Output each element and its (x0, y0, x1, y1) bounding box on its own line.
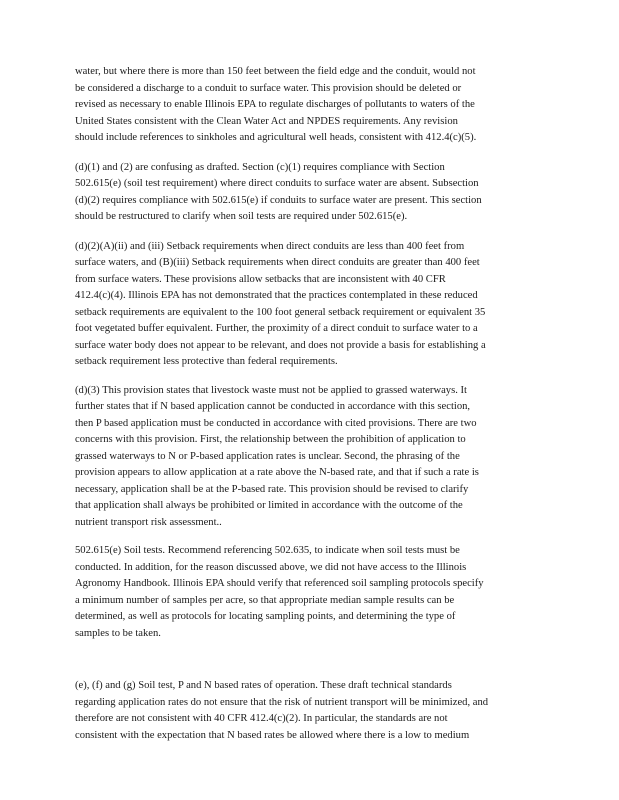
text-line: should include references to sinkholes and agricultural well heads, consistent with 412.4(c)(5). (75, 132, 477, 143)
text-line: (d)(2) requires compliance with 502.615(e) if conduits to surface water are present. This section (75, 194, 482, 206)
text-line: (d)(2)(A)(ii) and (iii) Setback requirements when direct conduits are less than 400 feet from (75, 240, 465, 252)
text-line: then P based application must be conducted in accordance with cited provisions. There are two (75, 417, 477, 429)
text-line: that application shall always be prohibited or limited in accordance with the outcome of the (75, 500, 463, 511)
paragraph-spacer (75, 226, 520, 239)
paragraph-spacer (75, 531, 520, 543)
text-line: a minimum number of samples per acre, so that appropriate median sample results can be (75, 594, 455, 606)
text-line: (e), (f) and (g) Soil test, P and N based rates of operation. These draft technical standards (75, 680, 452, 691)
text-line: surface water body does not appear to be relevant, and does not provide a basis for establishing a (75, 339, 486, 351)
text-line: United States consistent with the Clean Water Act and NPDES requirements. Any revision (75, 115, 458, 127)
text-line: consistent with the expectation that N based rates be allowed where there is a low to medium (75, 729, 470, 741)
text-line: regarding application rates do not ensure that the risk of nutrient transport will be minimized, and (75, 696, 489, 708)
text-line: Agronomy Handbook. Illinois EPA should verify that referenced soil sampling protocols specify (75, 578, 484, 589)
text-line: provision appears to allow application at a rate above the N-based rate, and that if such a rate is (75, 467, 479, 478)
paragraph-2 (75, 160, 520, 226)
paragraph-spacer (75, 642, 520, 678)
paragraph-1 (75, 64, 520, 147)
text-line: be considered a discharge to a conduit to surface water. This provision should be deleted or (75, 82, 462, 94)
paragraph-6 (75, 678, 520, 744)
text-line: necessary, application shall be at the P-based rate. This provision should be revised to clarify (75, 483, 469, 495)
text-line: setback requirements are equivalent to the 100 foot general setback requirement or equivalent 35 (75, 306, 486, 318)
text-line: revised as necessary to enable Illinois EPA to regulate discharges of pollutants to waters of the (75, 99, 475, 110)
document-page (75, 64, 520, 744)
paragraph-4 (75, 383, 520, 532)
text-line: setback requirement less protective than federal requirements. (75, 356, 338, 367)
text-line: should be restructured to clarify when soil tests are required under 502.615(e). (75, 211, 408, 222)
text-line: grassed waterways to N or P-based application rates is unclear. Second, the phrasing of the (75, 450, 460, 462)
text-line: water, but where there is more than 150 feet between the field edge and the conduit, would not (75, 66, 476, 77)
text-line: nutrient transport risk assessment.. (75, 516, 222, 528)
text-line: samples to be taken. (75, 627, 161, 639)
text-line: determined, as well as protocols for locating sampling points, and determining the type of (75, 611, 456, 622)
text-line: foot vegetated buffer equivalent. Further, the proximity of a direct conduit to surface water to a (75, 323, 478, 334)
paragraph-5 (75, 543, 520, 642)
text-line: from surface waters. These provisions allow setbacks that are inconsistent with 40 CFR (75, 273, 446, 285)
text-line: conducted. In addition, for the reason discussed above, we did not have access to the Illinois (75, 561, 467, 573)
text-line: therefore are not consistent with 40 CFR 412.4(c)(2). In particular, the standards are not (75, 713, 448, 724)
text-line: surface waters, and (B)(iii) Setback requirements when direct conduits are greater than 400 feet (75, 257, 480, 268)
paragraph-spacer (75, 147, 520, 160)
text-line: further states that if N based application cannot be conducted in accordance with this section, (75, 401, 471, 412)
paragraph-spacer (75, 371, 520, 383)
paragraph-3 (75, 239, 520, 371)
text-line: (d)(3) This provision states that livestock waste must not be applied to grassed waterways. It (75, 384, 467, 396)
text-line: 412.4(c)(4). Illinois EPA has not demonstrated that the practices contemplated in these reduced (75, 290, 478, 301)
text-line: (d)(1) and (2) are confusing as drafted. Section (c)(1) requires compliance with Section (75, 161, 445, 173)
text-line: 502.615(e) (soil test requirement) where direct conduits to surface water are absent. Subsection (75, 178, 479, 189)
text-line: concerns with this provision. First, the relationship between the prohibition of application to (75, 434, 466, 445)
text-line: 502.615(e) Soil tests. Recommend referencing 502.635, to indicate when soil tests must be (75, 545, 460, 556)
